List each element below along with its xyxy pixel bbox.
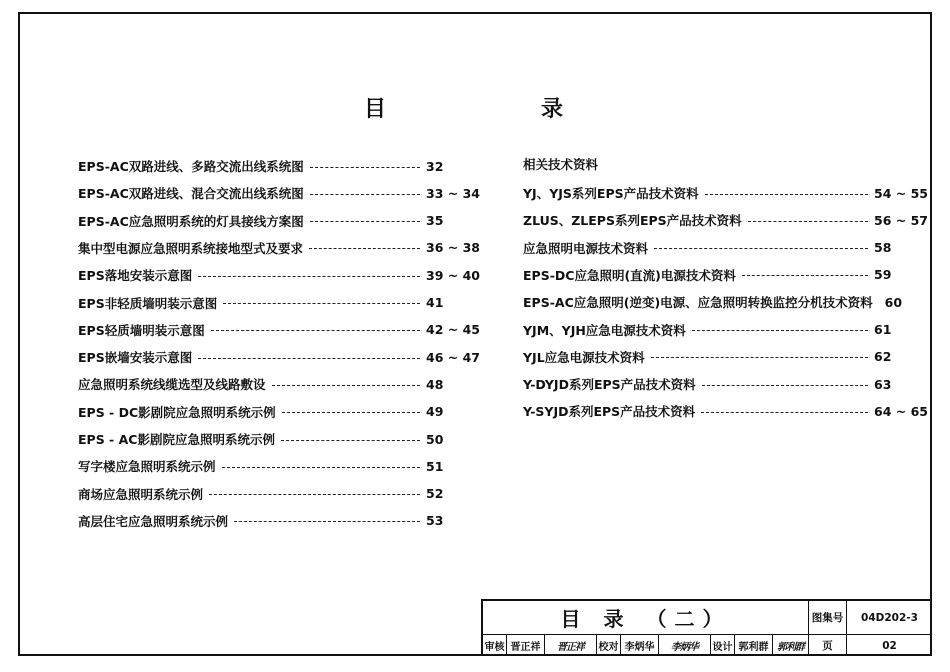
toc-entry-page: 52: [426, 486, 444, 502]
toc-entry: [523, 210, 928, 230]
toc-entry: [78, 456, 468, 476]
dot-leader: [310, 167, 420, 168]
toc-entry: [78, 484, 468, 504]
toc-entry: [523, 292, 916, 312]
toc-entry-title: EPS落地安装示意图: [78, 268, 193, 284]
toc-entry: [523, 265, 916, 285]
dot-leader: [223, 303, 420, 304]
toc-entry-page: 58: [874, 240, 892, 256]
toc-entry-title: EPS非轻质墙明装示意图: [78, 295, 218, 311]
toc-entry-page: 42 ~ 45: [426, 322, 480, 338]
toc-entry: [78, 511, 468, 531]
toc-entry-page: 51: [426, 458, 444, 474]
toc-entry-title: Y-DYJD系列EPS产品技术资料: [523, 377, 696, 393]
dot-leader: [309, 248, 420, 249]
toc-entry-page: 61: [874, 322, 892, 337]
design-label: 设计: [711, 635, 735, 656]
dot-leader: [748, 221, 868, 222]
toc-entry-title: 高层住宅应急照明系统示例: [78, 513, 229, 529]
review-label: 审核: [483, 635, 507, 656]
dot-leader: [742, 275, 868, 276]
toc-entry-page: 50: [426, 431, 444, 447]
dot-leader: [209, 494, 420, 495]
check-label: 校对: [597, 635, 621, 656]
toc-entry-title: EPS-AC应急照明系统的灯具接线方案图: [78, 213, 304, 229]
heading-right-char: 录: [541, 97, 564, 122]
dot-leader: [198, 276, 420, 277]
atlas-label: 图集号: [809, 601, 847, 635]
toc-entry-title: YJL应急电源技术资料: [523, 349, 645, 365]
page-number: 02: [882, 639, 897, 652]
reviewer-signature: 晋正祥: [545, 635, 597, 656]
dot-leader: [211, 330, 420, 331]
toc-entry: [523, 347, 916, 367]
toc-entry-title: EPS - DC影剧院应急照明系统示例: [78, 404, 276, 420]
toc-entry-title: EPS-AC双路进线、多路交流出线系统图: [78, 159, 304, 174]
toc-entry-page: 64 ~ 65: [874, 403, 928, 419]
toc-entry-title: 集中型电源应急照明系统接地型式及要求: [78, 240, 304, 256]
dot-leader: [310, 194, 420, 195]
toc-entry-title: EPS-DC应急照明(直流)电源技术资料: [523, 267, 736, 283]
toc-entry: [78, 211, 468, 231]
toc-entry: [78, 429, 468, 449]
toc-entry-page: 33 ~ 34: [426, 185, 480, 201]
dot-leader: [705, 194, 868, 195]
toc-entry-page: 35: [426, 213, 444, 229]
designer-signature: 郭利群: [773, 635, 809, 656]
toc-entry-title: YJ、YJS系列EPS产品技术资料: [523, 186, 699, 201]
toc-entry-page: 32: [426, 158, 444, 174]
toc-entry-page: 56 ~ 57: [874, 212, 928, 228]
dot-leader: [198, 358, 420, 359]
dot-leader: [701, 412, 868, 413]
toc-entry-page: 60: [884, 294, 903, 310]
dot-leader: [692, 330, 868, 331]
toc-entry-page: 39 ~ 40: [426, 267, 480, 283]
section-title: 相关技术资料: [523, 157, 599, 172]
title-block: [481, 599, 932, 656]
toc-entry-title: ZLUS、ZLEPS系列EPS产品技术资料: [523, 213, 742, 229]
toc-entry-page: 59: [874, 267, 892, 283]
toc-entry-page: 53: [426, 513, 444, 529]
reviewer-name: 晋正祥: [507, 635, 545, 656]
toc-entry-title: EPS-AC双路进线、混合交流出线系统图: [78, 186, 304, 202]
toc-entry: [78, 402, 468, 422]
toc-entry: [523, 374, 916, 394]
toc-entry: [78, 347, 480, 367]
toc-entry-page: 46 ~ 47: [426, 349, 480, 365]
atlas-number: 04D202-3: [847, 601, 932, 635]
dot-leader: [310, 221, 420, 222]
checker-signature: 李炳华: [659, 635, 711, 656]
title-block-title: 目 录 （二）: [483, 601, 809, 635]
toc-entry: [523, 238, 916, 258]
dot-leader: [222, 467, 420, 468]
toc-entry: [523, 401, 928, 421]
designer-name: 郭利群: [735, 635, 773, 656]
toc-entry-title: EPS - AC影剧院应急照明系统示例: [78, 432, 275, 447]
page-label: 页: [809, 635, 847, 656]
toc-entry: [78, 156, 468, 176]
dot-leader: [234, 521, 420, 522]
toc-entry-title: EPS嵌墙安装示意图: [78, 350, 193, 366]
toc-entry-title: 应急照明系统线缆选型及线路敷设: [78, 377, 266, 393]
toc-entry-title: EPS-AC应急照明(逆变)电源、应急照明转换监控分机技术资料: [523, 295, 873, 311]
toc-entry-title: YJM、YJH应急电源技术资料: [523, 322, 686, 338]
toc-entry-page: 36 ~ 38: [426, 240, 480, 256]
toc-entry-page: 48: [426, 376, 444, 392]
toc-entry: [78, 265, 480, 285]
toc-entry: [78, 293, 468, 313]
dot-leader: [702, 385, 868, 386]
dot-leader: [281, 440, 420, 441]
toc-entry-page: 54 ~ 55: [874, 185, 928, 201]
heading-left-char: 目: [364, 97, 387, 122]
toc-entry-title: 应急照明电源技术资料: [523, 240, 649, 256]
toc-entry-title: EPS轻质墙明装示意图: [78, 322, 205, 338]
toc-entry-page: 63: [874, 376, 892, 392]
toc-entry-title: 写字楼应急照明系统示例: [78, 459, 216, 475]
toc-entry: [523, 183, 928, 203]
dot-leader: [654, 248, 868, 249]
toc-entry: [523, 320, 916, 340]
toc-entry: [78, 183, 480, 203]
toc-entry: [78, 238, 480, 258]
toc-entry-title: 商场应急照明系统示例: [78, 486, 204, 502]
toc-entry-page: 49: [426, 404, 444, 420]
checker-name: 李炳华: [621, 635, 659, 656]
dot-leader: [282, 412, 420, 413]
toc-entry-title: Y-SYJD系列EPS产品技术资料: [523, 404, 696, 420]
toc-entry-page: 62: [874, 349, 892, 365]
dot-leader: [272, 385, 420, 386]
dot-leader: [651, 357, 868, 358]
toc-entry: [78, 374, 468, 394]
toc-entry-page: 41: [426, 295, 444, 310]
toc-entry: [78, 320, 480, 340]
